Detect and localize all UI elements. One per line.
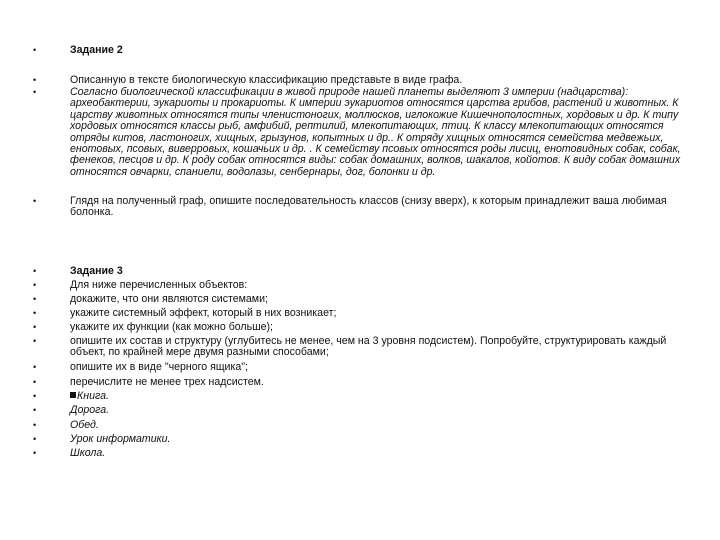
task2-body: Согласно биологической классификации в живой природе нашей планеты выделяют 3 империи (надцарства): археобактерии, эукариоты и прокариоты. К империи эукариотов относятся царства грибов, растений и животных. К царству животных относятся типы членистоногих, моллюсков, иглокожие Кишечнополостных, хордовых и др. К типу хордовых относятся классы рыб, амфибий, рептилий, млекопитающих, птиц. К классу млекопитающих относятся отряды китов, ластоногих, хищных, грызунов, копытных и др.. К отряду хищных относятся семейства медвежьих, енотовых, псовых, виверровых, кошачьих и др. . К семейству псовых относятся роды лисиц, енотовидных собак, собак, фенеков, песцов и др. К роду собак относятся виды: собак домашних, волков, шакалов, койотов. К виду собак домашних относятся овчарки, спаниели, водолазы, сенбернары, дог, болонки и др. (70, 86, 681, 178)
bullet-icon: • (33, 308, 37, 318)
task2-title: Задание 2 (70, 44, 123, 56)
bullet-icon: • (33, 196, 37, 206)
bullet-icon: • (33, 434, 37, 444)
bullet-icon: • (33, 336, 37, 346)
task3-object: Урок информатики. (70, 433, 171, 445)
bullet-icon: • (33, 75, 37, 85)
bullet-icon: • (33, 280, 37, 290)
task3-object-label: Книга. (77, 390, 109, 402)
task3-object: Дорога. (70, 404, 110, 416)
task3-object (70, 391, 688, 402)
task3-object: Школа. (70, 447, 106, 459)
bullet-icon: • (33, 294, 37, 304)
task3-item: опишите их состав и структуру (углубитесь не менее, чем на 3 уровня подсистем). Попробуйте, структурировать каждый объект, по крайней мере двумя разными способами; (70, 335, 667, 359)
bullet-icon: • (33, 391, 37, 401)
bullet-icon: • (33, 266, 37, 276)
bullet-icon: • (33, 362, 37, 372)
task3-item: перечислите не менее трех надсистем. (70, 376, 264, 388)
task3-item: Для ниже перечисленных объектов: (70, 279, 248, 291)
task3-item: укажите их функции (как можно больше); (70, 321, 273, 333)
task3-item: опишите их в виде "черного ящика"; (70, 361, 248, 373)
bullet-icon: • (33, 322, 37, 332)
bullet-icon: • (33, 377, 37, 387)
task3-object: Обед. (70, 419, 99, 431)
bullet-icon: • (33, 45, 37, 55)
bullet-icon: • (33, 87, 37, 97)
task2-question: Глядя на полученный граф, опишите последовательность классов (снизу вверх), к которым принадлежит ваша любимая болонка. (70, 195, 667, 219)
bullet-icon: • (33, 448, 37, 458)
task3-item: укажите системный эффект, который в них возникает; (70, 307, 337, 319)
bullet-icon: • (33, 405, 37, 415)
task2-intro: Описанную в тексте биологическую классификацию представьте в виде графа. (70, 74, 463, 86)
task3-item: докажите, что они являются системами; (70, 293, 268, 305)
task3-title: Задание 3 (70, 265, 123, 277)
bullet-icon: • (33, 420, 37, 430)
square-bullet-icon (70, 392, 76, 398)
